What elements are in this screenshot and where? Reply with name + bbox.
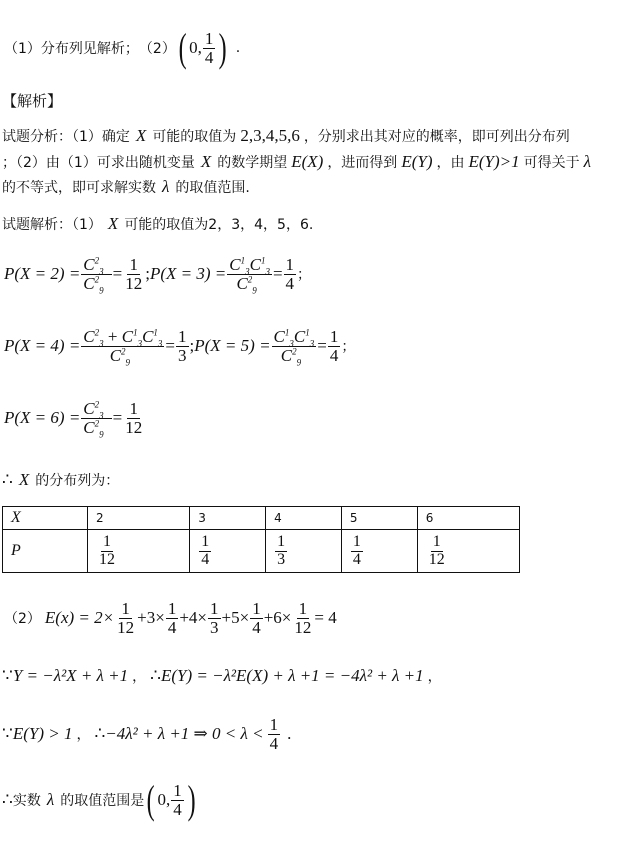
prob-line-1: P(X = 2) = $\frac{C^2_3}{C^2_9}$ = $\frac{1}{12}$ ; P(X = 3) = $\frac{C^1_3C^1_3}{C^2_9}$ = $\frac{1}{4}$ ；	[4, 255, 312, 296]
table-row	[3, 530, 520, 573]
table-cell: 2	[88, 507, 190, 530]
solution-line	[2, 214, 313, 234]
right-paren: )	[187, 777, 196, 822]
final-text2: 的取值范围是	[60, 793, 145, 809]
frac-num: 1	[173, 780, 182, 800]
p6-den: 12	[125, 417, 143, 437]
p4-den: 3	[178, 345, 187, 365]
frac-den: 12	[99, 550, 115, 568]
prob-line-3: P(X = 6) = $\frac{C^2_3}{C^2_9}$ = $\frac{1}{12}$	[4, 399, 143, 440]
p5-den: 4	[329, 345, 339, 365]
comma: ，	[76, 727, 91, 744]
analysis-line2c: ，进而得到	[327, 155, 398, 171]
analysis-line2a: ；（2）由（1）可求出随机变量	[2, 155, 195, 171]
p5-end: ；	[341, 339, 356, 356]
because-symbol: ∵	[2, 724, 13, 744]
interval-fraction	[203, 30, 216, 67]
var-x: X	[18, 470, 30, 489]
table-cell: 3	[190, 507, 266, 530]
table-header-label: X	[3, 507, 88, 530]
frac-den: 4	[352, 550, 361, 568]
expectation-prefix: （2）	[4, 611, 41, 628]
prob-line-2: P(X = 4) = $\frac{C^2_3 + C^1_3C^1_3}{C^2_9}$ = $\frac{1}{3}$ ; P(X = 5) = $\frac{C^1_3C^1_3}{C^2_9}$ = $\frac{1}{4}$ ；	[4, 327, 356, 368]
expectation-result: = 4	[314, 608, 337, 628]
answer-part2: （2）	[138, 41, 176, 57]
value-list: 2,3,4,5,6	[240, 126, 300, 145]
frac-den: 4	[269, 733, 279, 753]
table-row	[3, 507, 520, 530]
p5-num: 1	[329, 327, 339, 346]
frac-den: 4	[201, 550, 210, 568]
term-op: +6×	[263, 608, 292, 628]
expectation-line	[4, 600, 337, 637]
frac-den: 12	[428, 550, 445, 568]
analysis-prefix: 试题分析：（1）确定	[2, 129, 130, 145]
solution-rest: 可能的取值为2，3，4，5，6.	[124, 217, 314, 233]
right-paren: )	[219, 25, 228, 70]
frac-num: 1	[269, 715, 279, 734]
because-symbol: ∵	[2, 666, 13, 685]
p4-value	[176, 328, 189, 365]
frac-num: 1	[204, 28, 214, 48]
table-cell: 5	[341, 507, 417, 530]
analysis-line2d: ，由	[436, 155, 465, 171]
p3-num: 1	[285, 255, 295, 274]
p6-combination-fraction: $\frac{C^2_3}{C^2_9}$	[81, 400, 111, 437]
frac-den: 12	[294, 617, 312, 637]
var-x: X	[200, 152, 212, 171]
table-cell: 6	[417, 507, 519, 530]
analysis-line3b: 的取值范围.	[175, 180, 250, 196]
term-op: +3×	[137, 608, 165, 628]
therefore-symbol: ∴	[94, 724, 106, 744]
therefore-symbol: ∴	[150, 666, 161, 685]
frac-den: 4	[252, 617, 261, 637]
p6-num: 1	[129, 399, 138, 418]
inequality-line	[2, 716, 291, 753]
final-line	[2, 777, 198, 822]
expectation-ey: E(Y)	[401, 152, 433, 171]
expectation-lhs: E(x) = 2×	[44, 608, 115, 628]
p2-value	[123, 256, 144, 293]
distribution-heading	[2, 470, 119, 490]
distribution-table	[2, 506, 520, 573]
inequality-ey: E(Y)>1	[468, 152, 520, 171]
comma: ，	[132, 669, 147, 685]
analysis-line-1	[2, 126, 570, 146]
comma: ，	[427, 669, 442, 685]
table-cell	[341, 530, 417, 573]
frac-num: 1	[210, 599, 219, 618]
frac-den: 3	[210, 617, 219, 637]
p2-combination-fraction: $\frac{C^2_3}{C^2_9}$	[81, 256, 111, 293]
ey-inequality: E(Y) > 1	[12, 724, 73, 744]
ey-equation: E(Y) = −λ²E(X) + λ +1 = −4λ² + λ +1	[160, 666, 424, 685]
table-cell	[88, 530, 190, 573]
term-op: +4×	[179, 608, 207, 628]
var-x: X	[135, 126, 147, 145]
expectation-ex: E(X)	[291, 152, 324, 171]
frac-den: 3	[277, 550, 286, 568]
p6-lhs: P(X = 6) =	[4, 408, 81, 428]
analysis-rest1: ，分别求出其对应的概率，即可列出分布列	[303, 129, 570, 145]
table-cell	[266, 530, 342, 573]
p2-sep: ;	[145, 264, 150, 284]
p3-value	[284, 256, 297, 293]
frac-den: 4	[173, 799, 182, 819]
p6-value	[123, 400, 144, 437]
table-cell: 4	[266, 507, 342, 530]
p4-sep: ;	[189, 336, 195, 356]
frac-num: 1	[252, 599, 261, 618]
final-text1: 实数	[12, 793, 41, 809]
section-title: 【解析】	[2, 92, 63, 110]
p4-num: 1	[178, 327, 187, 346]
p5-combination-fraction: $\frac{C^1_3C^1_3}{C^2_9}$	[273, 327, 315, 368]
p3-combination-fraction: $\frac{C^1_3C^1_3}{C^2_9}$	[229, 255, 270, 296]
analysis-line3a: 的不等式，即可求解实数	[2, 180, 156, 196]
p5-lhs: P(X = 5) =	[194, 336, 271, 356]
frac-num: 1	[277, 532, 286, 550]
p2-lhs: P(X = 2) =	[4, 264, 81, 284]
p4-lhs: P(X = 4) =	[4, 336, 81, 356]
lambda-inequality: −4λ² + λ +1 ⇒ 0 < λ <	[105, 724, 264, 744]
frac-den: 4	[204, 47, 214, 67]
answer-line	[4, 25, 241, 70]
p2-num: 1	[129, 255, 138, 274]
term-op: +5×	[221, 608, 250, 628]
frac-num: 1	[121, 599, 130, 618]
analysis-line-2	[2, 152, 591, 172]
frac-num: 1	[298, 599, 308, 618]
frac-num: 1	[201, 532, 210, 550]
analysis-line2e: 可得关于	[523, 155, 580, 171]
var-lambda: λ	[162, 177, 170, 196]
var-lambda: λ	[46, 790, 55, 809]
interval-left: 0,	[189, 38, 202, 57]
frac-num: 1	[352, 532, 361, 550]
p3-lhs: P(X = 3) =	[149, 264, 227, 284]
analysis-mid1: 可能的取值为	[152, 129, 237, 145]
analysis-line2b: 的数学期望	[217, 155, 288, 171]
therefore-symbol: ∴	[2, 470, 13, 489]
frac-den: 4	[167, 617, 177, 637]
frac-num: 1	[432, 532, 441, 550]
var-lambda: λ	[583, 152, 591, 171]
var-x: X	[107, 214, 119, 233]
y-equation: Y = −λ²X + λ +1	[12, 666, 129, 685]
y-relation-line	[2, 666, 442, 686]
distribution-heading-text: 的分布列为：	[35, 473, 120, 489]
p2-den: 12	[125, 273, 143, 293]
period: .	[287, 724, 292, 744]
left-paren: (	[146, 777, 155, 822]
p4-combination-fraction: $\frac{C^2_3 + C^1_3C^1_3}{C^2_9}$	[83, 327, 163, 368]
table-cell	[417, 530, 519, 573]
table-cell	[190, 530, 266, 573]
p3-end: ；	[297, 267, 312, 284]
table-row-label: P	[3, 530, 88, 573]
answer-end: .	[235, 40, 241, 56]
p5-value	[328, 328, 341, 365]
analysis-line-3	[2, 177, 250, 197]
interval-left: 0,	[157, 790, 171, 809]
frac-den: 12	[117, 617, 135, 637]
answer-part1: （1）分布列见解析；	[4, 41, 139, 57]
solution-prefix: 试题解析：（1）	[2, 217, 102, 233]
left-paren: (	[178, 25, 187, 70]
frac-num: 1	[103, 532, 111, 550]
frac-num: 1	[167, 599, 177, 618]
therefore-symbol: ∴	[2, 790, 13, 809]
p3-den: 4	[285, 273, 295, 293]
